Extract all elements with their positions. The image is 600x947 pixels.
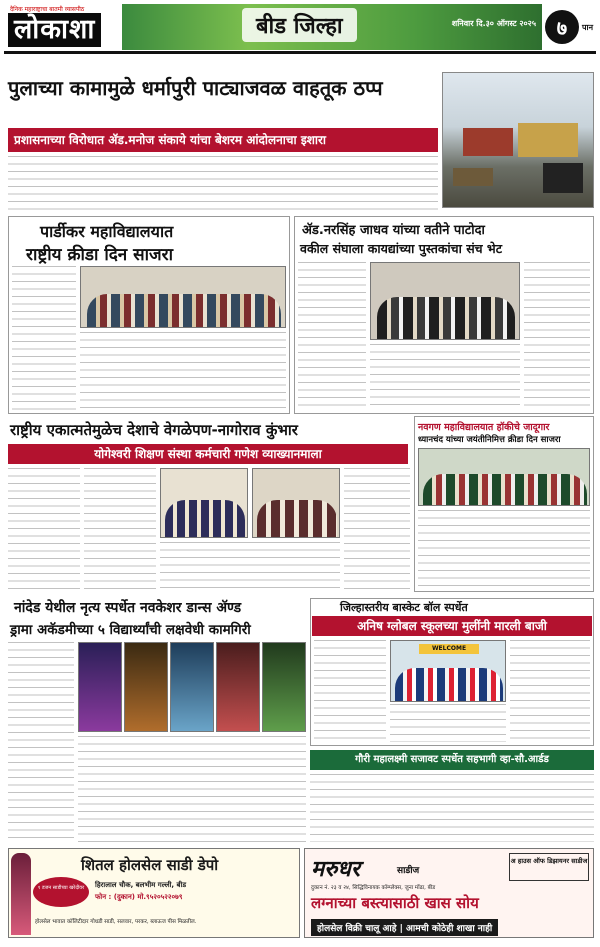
story-navgan-body: [418, 510, 590, 588]
masthead-banner: [122, 4, 542, 50]
ad-shital-footer: होलसेल भावात कॉलिटीदार गोधडी साडी, सलवार, परकर, ब्लाऊज पीस मिळतील.: [35, 919, 197, 925]
advertisement-marudhar-sarees: [304, 848, 594, 938]
story-basketball-kicker: जिल्हास्तरीय बास्केट बॉल स्पर्धेत: [340, 601, 468, 614]
page-number-block: [542, 4, 596, 50]
story-unity-headline: राष्ट्रीय एकात्मतेमुळेच देशाचे वेगळेपण-नागोराव कुंभार: [10, 421, 298, 439]
ad-marudhar-brand-suffix: साडीज: [397, 866, 420, 876]
ad-shital-address: हिरालाल चौक, बलभीम गल्ली, बीड: [95, 881, 187, 889]
story-jadhav-body-3: [370, 344, 520, 410]
ad-marudhar-footer: होलसेल विक्री चालू आहे | आमची कोठेही शाखा नाही: [311, 919, 498, 936]
story-dance-photo-3: [170, 642, 214, 732]
story-jadhav-body: [298, 262, 366, 410]
story-basketball-body: [314, 640, 386, 742]
story-jadhav-body-2: [524, 262, 590, 410]
ad-marudhar-brand: मरुधर: [311, 857, 360, 882]
story-basketball-body-2: [390, 704, 506, 742]
story-basketball-photo: [390, 640, 506, 702]
story-dance-photo-2: [124, 642, 168, 732]
story-jadhav-headline-2: वकील संघाला कायद्यांच्या पुस्तकांचा संच भेट: [300, 241, 503, 256]
story-unity-body: [8, 468, 80, 592]
ad-marudhar-headline: लग्नाच्या बस्त्यासाठी खास सोय: [311, 894, 479, 912]
ad-marudhar-badge-text: अ हाउस ऑफ डिझायनर साडीज: [510, 857, 588, 865]
story-dance-headline-2: ड्रामा अकॅडमीच्या ५ विद्यार्थ्यांची लक्षवेधी कामगिरी: [10, 622, 251, 638]
story-pardikar-headline-1: पार्डीकर महाविद्यालयात: [40, 222, 174, 241]
page-label: पान: [581, 22, 594, 32]
story-unity-body-3: [160, 542, 340, 592]
ad-shital-offer-badge: [33, 877, 89, 907]
story-basketball-headline: अनिष ग्लोबल स्कूलच्या मुलींनी मारली बाजी: [312, 616, 592, 636]
advertisement-shital-saree: [8, 848, 300, 938]
story-dance-photo-4: [216, 642, 260, 732]
lead-headline: पुलाच्या कामामुळे धर्मापुरी पाट्याजवळ वाहतूक ठप्प: [8, 76, 383, 100]
story-jadhav-headline-1: ॲड.नरसिंह जाधव यांच्या वतीने पाटोदा: [302, 223, 485, 238]
issue-date: शनिवार दि.३० ऑगस्ट २०२५: [451, 19, 536, 28]
masthead: [4, 4, 596, 54]
section-title: बीड जिल्हा: [242, 8, 357, 42]
ad-marudhar-address: दुकान नं. २३ व २४, सिद्धिविनायक कॉम्प्लेक्स, जुना मोंढा, बीड: [311, 885, 436, 891]
story-navgan-headline-2: ध्यानचंद यांच्या जयंतीनिमित्त क्रीडा दिन साजरा: [418, 435, 561, 445]
story-dance-body-2: [78, 736, 306, 842]
story-pardikar-body-2: [80, 332, 286, 410]
story-pardikar-body: [12, 266, 76, 410]
story-dance-body: [8, 642, 74, 842]
masthead-brand: [4, 4, 122, 50]
newspaper-logo: लोकाशा: [8, 13, 101, 47]
story-dance-headline-1: नांदेड येथील नृत्य स्पर्धेत नवकेशर डान्स ॲण्ड: [14, 600, 242, 616]
story-pardikar-headline-2: राष्ट्रीय क्रीडा दिन साजरा: [26, 245, 173, 265]
page-number: ७: [545, 10, 579, 44]
story-unity-strap: योगेश्वरी शिक्षण संस्था कर्मचारी गणेश व्याख्यानमाला: [8, 444, 408, 464]
story-pardikar-photo: [80, 266, 286, 328]
story-dance-photo-5: [262, 642, 306, 732]
lead-body-text: [8, 156, 438, 212]
story-unity-body-4: [344, 468, 410, 592]
ad-shital-title: शितल होलसेल साडी डेपो: [81, 856, 219, 874]
masthead-tagline: दैनिक महाराष्ट्राचा बातमी व्यासपीठ: [10, 6, 85, 13]
story-gauri-headline: गौरी महालक्ष्मी सजावट स्पर्धेत सहभागी व्हा-सौ.आर्डड: [310, 750, 594, 770]
story-gauri-body: [310, 774, 594, 842]
ad-shital-model-image: [11, 853, 31, 935]
ad-marudhar-badge: [509, 853, 589, 881]
story-unity-photo-1: [160, 468, 248, 538]
lead-strap: प्रशासनाच्या विरोधात ॲड.मनोज संकाये यांचा बेशरम आंदोलनाचा इशारा: [8, 128, 438, 152]
welcome-banner: WELCOME: [419, 644, 479, 654]
story-unity-body-2: [84, 468, 156, 592]
story-navgan-photo: [418, 448, 590, 506]
ad-shital-offer: १ डजन साडीच्या खरेदीवर: [37, 885, 85, 891]
story-jadhav-photo: [370, 262, 520, 340]
lead-photo-traffic-jam: [442, 72, 594, 208]
ad-shital-phone: फोन : (दुकान) मो.९५२०५२२०७९: [95, 893, 183, 901]
story-dance-photo-1: [78, 642, 122, 732]
story-navgan-headline-1: नवगण महाविद्यालयात हॉकीचे जादूगार: [418, 422, 550, 433]
story-basketball-body-3: [510, 640, 590, 742]
story-unity-photo-2: [252, 468, 340, 538]
